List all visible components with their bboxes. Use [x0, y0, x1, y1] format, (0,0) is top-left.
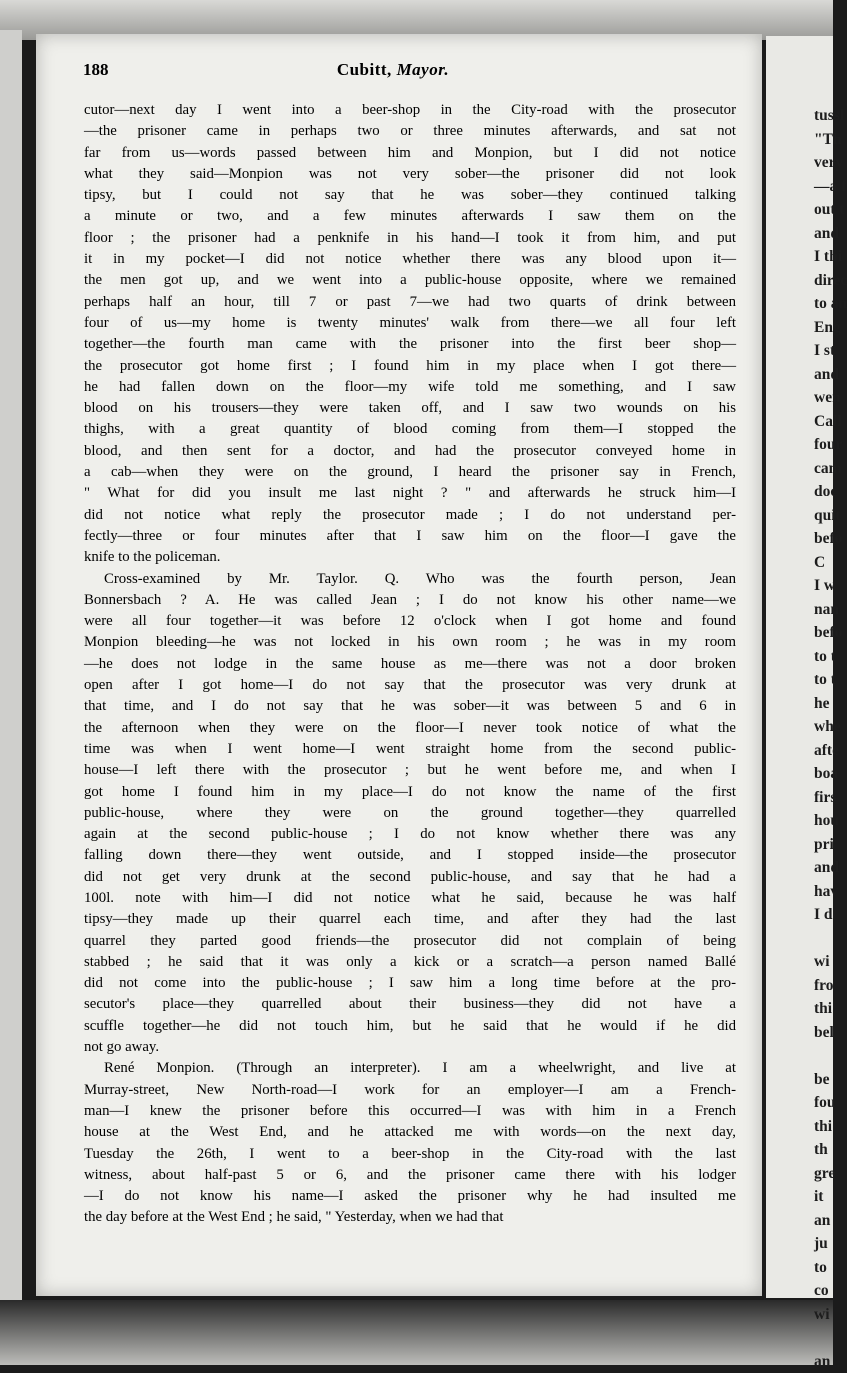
facing-page-line: ju: [814, 1232, 833, 1256]
facing-page-line: I thi: [814, 245, 833, 269]
facing-page-text: [766, 36, 833, 1373]
facing-page-line: be: [814, 1068, 833, 1092]
text-line: a minute or two, and a few minutes afterwards I saw them on the: [84, 206, 736, 227]
text-line: time was when I went home—I went straight home from the second public-: [84, 739, 736, 760]
text-line: secutor's place—they quarrelled about their business—they did not have a: [84, 994, 736, 1015]
text-line: the day before at the West End ; he said, " Yesterday, when we had that: [84, 1207, 736, 1228]
facing-page-line: out t: [814, 198, 833, 222]
facing-page-line: [814, 1044, 833, 1068]
text-line: fectly—three or four minutes after that I saw him on the floor—I gave the: [84, 526, 736, 547]
text-line: scuffle together—he did not touch him, but he said that he would if he did: [84, 1016, 736, 1037]
facing-page-line: boa: [814, 762, 833, 786]
facing-page-line: th: [814, 1138, 833, 1162]
text-line: René Monpion. (Through an interpreter). I am a wheelwright, and live at: [84, 1058, 736, 1079]
facing-page-line: whe: [814, 715, 833, 739]
page-body-text: [84, 100, 736, 1229]
facing-page-line: I d: [814, 903, 833, 927]
text-line: quarrel they parted good friends—the prosecutor did not complain of being: [84, 931, 736, 952]
facing-page-line: very: [814, 151, 833, 175]
facing-page-line: pri: [814, 833, 833, 857]
facing-page-line: hou: [814, 809, 833, 833]
text-line: perhaps half an hour, till 7 or past 7—we had two quarts of drink between: [84, 292, 736, 313]
text-line: did not come into the public-house ; I saw him a long time before at the pro-: [84, 973, 736, 994]
text-line: the afternoon when they were on the floor—I never took notice of what the: [84, 718, 736, 739]
text-line: together—the fourth man came with the prisoner into the first beer shop—: [84, 334, 736, 355]
facing-page-line: to an: [814, 292, 833, 316]
facing-page-line: C: [814, 551, 833, 575]
facing-page-fragment: [766, 36, 833, 1298]
facing-page-line: Call: [814, 410, 833, 434]
facing-page-line: wi: [814, 1303, 833, 1327]
facing-page-line: co: [814, 1279, 833, 1303]
facing-page-line: doc: [814, 480, 833, 504]
facing-page-line: firs: [814, 786, 833, 810]
text-line: tipsy—they made up their quarrel each time, and after they had the last: [84, 909, 736, 930]
facing-page-line: thi: [814, 1115, 833, 1139]
facing-page-line: befo: [814, 527, 833, 551]
facing-page-line: thi: [814, 997, 833, 1021]
text-line: not go away.: [84, 1037, 736, 1058]
text-line: again at the second public-house ; I do not know whether there was any: [84, 824, 736, 845]
text-line: far from us—words passed between him and Monpion, but I did not notice: [84, 143, 736, 164]
text-line: did not get very drunk at the second public-house, and say that he had a: [84, 867, 736, 888]
facing-page-line: bel: [814, 1021, 833, 1045]
text-line: house—I left there with the prosecutor ; but he went before me, and when I: [84, 760, 736, 781]
scan-left-edge: [0, 30, 22, 1320]
text-line: witness, about half-past 5 or 6, and the prisoner came there with his lodger: [84, 1165, 736, 1186]
text-line: —he does not lodge in the same house as me—there was not a door broken: [84, 654, 736, 675]
facing-page-line: "Th: [814, 128, 833, 152]
facing-page-line: I st: [814, 339, 833, 363]
text-line: the men got up, and we went into a public-house opposite, where we remained: [84, 270, 736, 291]
text-line: that time, and I do not say that he was sober—it was between 5 and 6 in: [84, 696, 736, 717]
facing-page-line: to t: [814, 668, 833, 692]
facing-page-line: it: [814, 1185, 833, 1209]
text-line: Bonnersbach ? A. He was called Jean ; I do not know his other name—we: [84, 590, 736, 611]
facing-page-line: —a f: [814, 175, 833, 199]
facing-page-line: to: [814, 1256, 833, 1280]
facing-page-line: [814, 1326, 833, 1350]
facing-page-line: afte: [814, 739, 833, 763]
text-line: a cab—when they were on the ground, I heard the prisoner say in French,: [84, 462, 736, 483]
text-line: man—I knew the prisoner before this occurred—I was with him in a French: [84, 1101, 736, 1122]
text-line: " What for did you insult me last night ? " and afterwards he struck him—I: [84, 483, 736, 504]
facing-page-line: and: [814, 856, 833, 880]
text-line: Monpion bleeding—he was not locked in his own room ; he was in my room: [84, 632, 736, 653]
text-line: 100l. note with him—I did not notice what he said, because he was half: [84, 888, 736, 909]
facing-page-line: and: [814, 363, 833, 387]
facing-page-line: cam: [814, 457, 833, 481]
text-line: the prosecutor got home first ; I found him in my place when I got there—: [84, 356, 736, 377]
text-line: Cross-examined by Mr. Taylor. Q. Who was the fourth person, Jean: [84, 569, 736, 590]
facing-page-line: wi: [814, 950, 833, 974]
facing-page-line: to t: [814, 645, 833, 669]
facing-page-line: tussl: [814, 104, 833, 128]
page-number: 188: [83, 60, 109, 80]
facing-page-line: [814, 927, 833, 951]
facing-page-line: fro: [814, 974, 833, 998]
facing-page-line: nan: [814, 598, 833, 622]
text-line: house at the West End, and he attacked me with words—on the next day,: [84, 1122, 736, 1143]
running-head-title: Mayor.: [397, 60, 450, 79]
text-line: it in my pocket—I did not notice whether there was any blood upon it—: [84, 249, 736, 270]
facing-page-line: and: [814, 222, 833, 246]
text-line: knife to the policeman.: [84, 547, 736, 568]
paragraph: [84, 100, 736, 569]
text-line: he had fallen down on the floor—my wife told me something, and I saw: [84, 377, 736, 398]
facing-page-line: direc: [814, 269, 833, 293]
text-line: four of us—my home is twenty minutes' walk from there—we all four left: [84, 313, 736, 334]
text-line: Murray-street, New North-road—I work for an employer—I am a French-: [84, 1080, 736, 1101]
text-line: public-house, where they were on the ground together—they quarrelled: [84, 803, 736, 824]
text-line: tipsy, but I could not say that he was sober—they continued talking: [84, 185, 736, 206]
text-line: Tuesday the 26th, I went to a beer-shop in the City-road with the last: [84, 1144, 736, 1165]
running-head-name: Cubitt,: [337, 60, 392, 79]
page-header: [83, 60, 703, 86]
facing-page-line: an: [814, 1209, 833, 1233]
facing-page-line: hav: [814, 880, 833, 904]
text-line: floor ; the prisoner had a penknife in his hand—I took it from him, and put: [84, 228, 736, 249]
facing-page-line: gre: [814, 1162, 833, 1186]
text-line: blood on his trousers—they were taken off, and I saw two wounds on his: [84, 398, 736, 419]
text-line: did not notice what reply the prosecutor made ; I do not understand per-: [84, 505, 736, 526]
paragraph: [84, 569, 736, 1059]
facing-page-line: quit: [814, 504, 833, 528]
text-line: what they said—Monpion was not very sober—the prisoner did not look: [84, 164, 736, 185]
text-line: were all four together—it was before 12 o'clock when I got home and found: [84, 611, 736, 632]
text-line: thighs, with a great quantity of blood coming from them—I stopped the: [84, 419, 736, 440]
text-line: falling down there—they went outside, and I stopped inside—the prosecutor: [84, 845, 736, 866]
paragraph: [84, 1058, 736, 1228]
text-line: stabbed ; he said that it was only a kick or a scratch—a person named Ballé: [84, 952, 736, 973]
text-line: cutor—next day I went into a beer-shop in the City-road with the prosecutor: [84, 100, 736, 121]
text-line: open after I got home—I do not say that the prosecutor was very drunk at: [84, 675, 736, 696]
facing-page-line: Eng: [814, 316, 833, 340]
text-line: —the prisoner came in perhaps two or three minutes afterwards, and sat not: [84, 121, 736, 142]
facing-page-line: he: [814, 692, 833, 716]
facing-page-line: befo: [814, 621, 833, 645]
facing-page-line: wen: [814, 386, 833, 410]
text-line: got home I found him in my place—I do not know the name of the first: [84, 782, 736, 803]
facing-page-line: I w: [814, 574, 833, 598]
running-head: [83, 60, 703, 80]
text-line: —I do not know his name—I asked the prisoner why he had insulted me: [84, 1186, 736, 1207]
text-line: blood, and then sent for a doctor, and had the prosecutor conveyed home in: [84, 441, 736, 462]
facing-page-line: fou: [814, 1091, 833, 1115]
facing-page-line: an: [814, 1350, 833, 1373]
scan-bottom-edge: [0, 1300, 833, 1365]
facing-page-line: four: [814, 433, 833, 457]
